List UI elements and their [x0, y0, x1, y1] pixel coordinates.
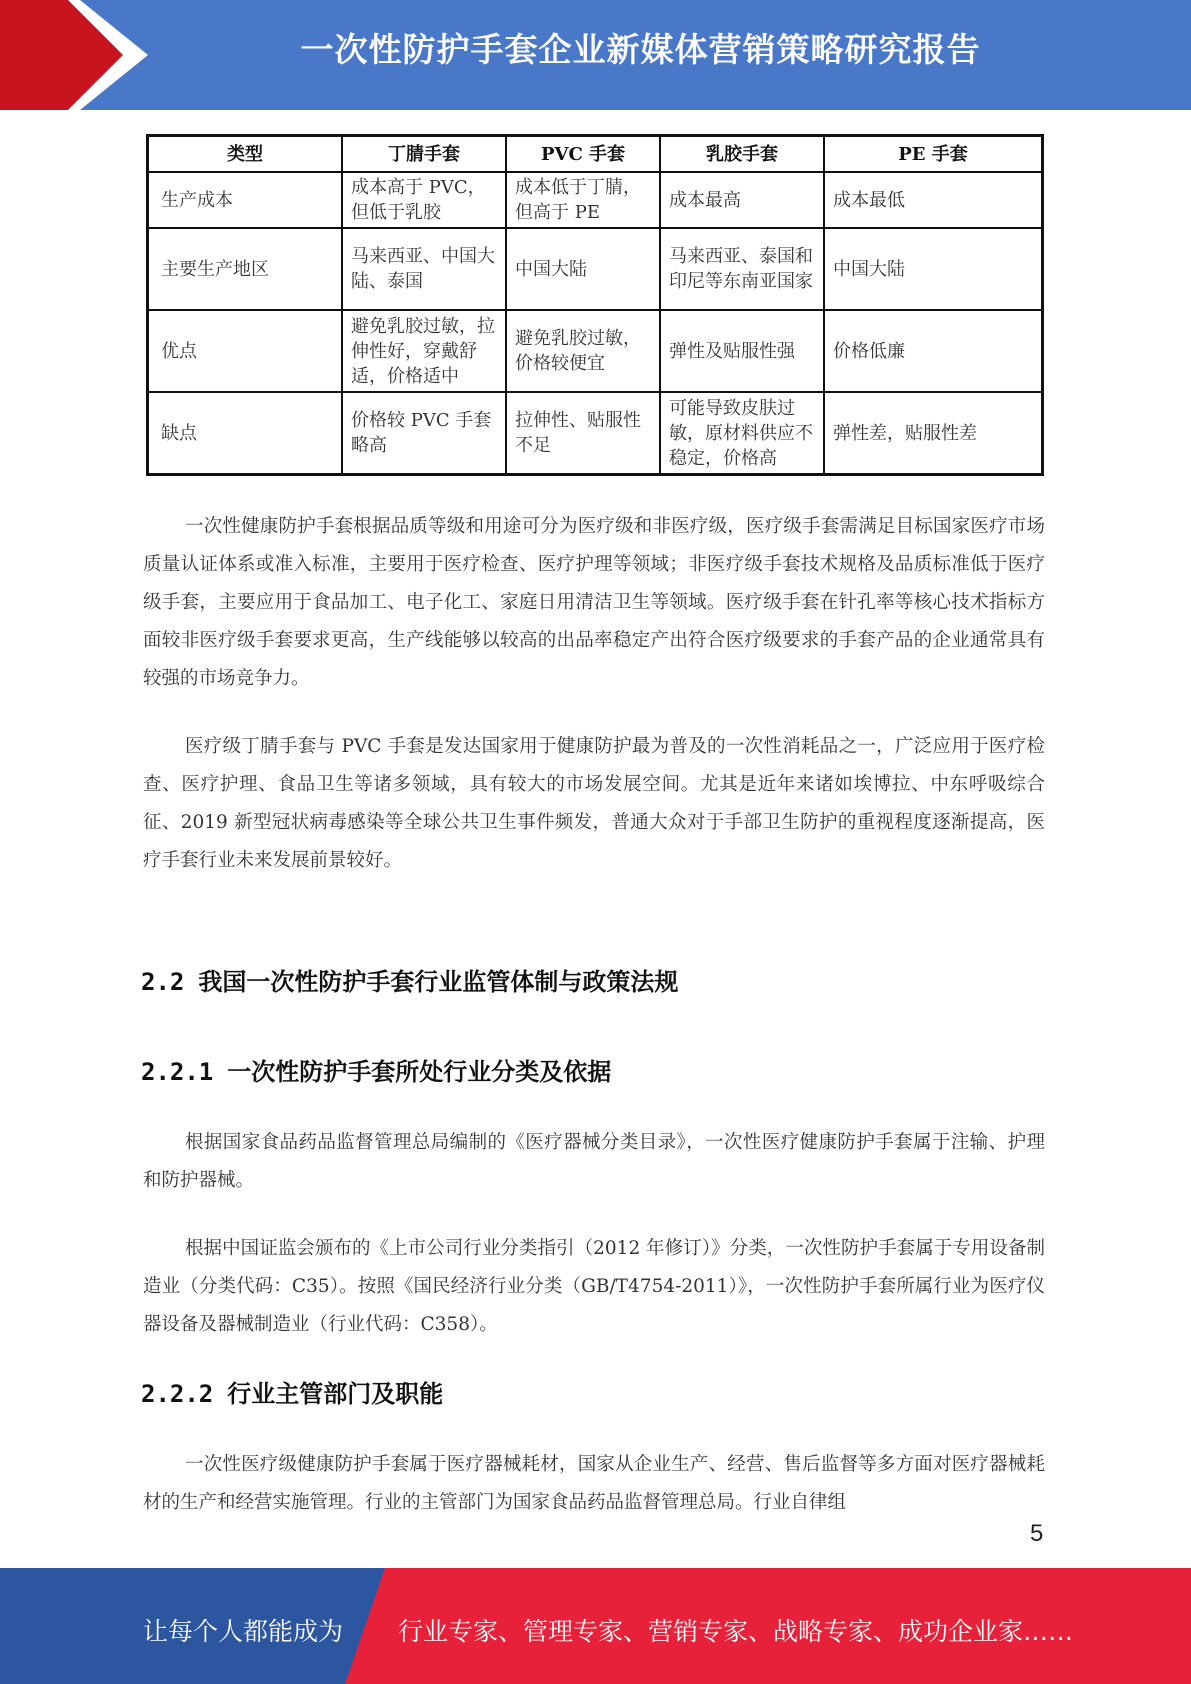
- table-row: [148, 228, 1043, 310]
- table-cell: 缺点: [148, 392, 343, 475]
- table-cell: 主要生产地区: [148, 228, 343, 310]
- header-band: [0, 0, 1191, 110]
- table-cell: 马来西亚、泰国和印尼等东南亚国家: [660, 228, 824, 310]
- table-cell: 马来西亚、中国大陆、泰国: [342, 228, 506, 310]
- body-paragraph: 医疗级丁腈手套与 PVC 手套是发达国家用于健康防护最为普及的一次性消耗品之一，广泛应用于医疗检查、医疗护理、食品卫生等诸多领域，具有较大的市场发展空间。尤其是近年来诸如埃博拉、中东呼吸综合征、2019 新型冠状病毒感染等全球公共卫生事件频发，普通大众对于手部卫生防护的重视程度逐渐提高，医疗手套行业未来发展前景较好。: [143, 736, 1045, 871]
- section-number: 2.2: [141, 968, 185, 996]
- table-header-row: [148, 136, 1043, 173]
- subsection-heading: [141, 1374, 443, 1409]
- table-cell: 成本低于丁腈，但高于 PE: [506, 172, 660, 228]
- section-number: 2.2.2: [141, 1380, 214, 1408]
- table-cell: 成本最低: [824, 172, 1043, 228]
- body-paragraph: 一次性医疗级健康防护手套属于医疗器械耗材，国家从企业生产、经营、售后监督等多方面对医疗器械耗材的生产和经营实施管理。行业的主管部门为国家食品药品监督管理总局。行业自律组: [143, 1454, 1045, 1513]
- table-cell: 避免乳胶过敏，拉伸性好，穿戴舒适，价格适中: [342, 310, 506, 392]
- subsection-heading: [141, 1052, 611, 1087]
- table-cell: 价格低廉: [824, 310, 1043, 392]
- section-title: 一次性防护手套所处行业分类及依据: [227, 1058, 612, 1086]
- glove-comparison-table: [146, 134, 1044, 476]
- page-number: 5: [1030, 1520, 1044, 1547]
- table-cell: 中国大陆: [824, 228, 1043, 310]
- table-cell: 价格较 PVC 手套略高: [342, 392, 506, 475]
- body-paragraph: 一次性健康防护手套根据品质等级和用途可分为医疗级和非医疗级，医疗级手套需满足目标国家医疗市场质量认证体系或准入标准，主要用于医疗检查、医疗护理等领域；非医疗级手套技术规格及品质标准低于医疗级手套，主要应用于食品加工、电子化工、家庭日用清洁卫生等领域。医疗级手套在针孔率等核心技术指标方面较非医疗级手套要求更高，生产线能够以较高的出品率稳定产出符合医疗级要求的手套产品的企业通常具有较强的市场竞争力。: [143, 516, 1045, 689]
- table-cell: 成本最高: [660, 172, 824, 228]
- table-cell: 优点: [148, 310, 343, 392]
- table-header-cell: PVC 手套: [506, 136, 660, 173]
- table-cell: 弹性及贴服性强: [660, 310, 824, 392]
- table-header-cell: 乳胶手套: [660, 136, 824, 173]
- section-number: 2.2.1: [141, 1058, 214, 1086]
- table-cell: 可能导致皮肤过敏，原材料供应不稳定，价格高: [660, 392, 824, 475]
- table-header-cell: 类型: [148, 136, 343, 173]
- table-cell: 成本高于 PVC，但低于乳胶: [342, 172, 506, 228]
- section-title: 行业主管部门及职能: [227, 1380, 444, 1408]
- table-cell: 拉伸性、贴服性不足: [506, 392, 660, 475]
- table-cell: 弹性差，贴服性差: [824, 392, 1043, 475]
- header-arrow-icon: [0, 0, 160, 110]
- table-cell: 中国大陆: [506, 228, 660, 310]
- footer-band: [0, 1568, 1191, 1684]
- report-title: 一次性防护手套企业新媒体营销策略研究报告: [300, 30, 981, 69]
- table-row: [148, 392, 1043, 475]
- table-header-cell: 丁腈手套: [342, 136, 506, 173]
- table-cell: 避免乳胶过敏，价格较便宜: [506, 310, 660, 392]
- body-paragraph: 根据中国证监会颁布的《上市公司行业分类指引（2012 年修订）》分类，一次性防护手套属于专用设备制造业（分类代码：C35）。按照《国民经济行业分类（GB/T4754-2011）》，一次性防护手套所属行业为医疗仪器设备及器械制造业（行业代码：C358）。: [143, 1238, 1045, 1335]
- footer-slogan-left: 让每个人都能成为: [143, 1617, 344, 1646]
- table-header-cell: PE 手套: [824, 136, 1043, 173]
- table-row: [148, 310, 1043, 392]
- table-row: [148, 172, 1043, 228]
- section-heading: [141, 962, 678, 997]
- table-cell: 生产成本: [148, 172, 343, 228]
- section-title: 我国一次性防护手套行业监管体制与政策法规: [198, 968, 679, 996]
- footer-slogan-right: 行业专家、管理专家、营销专家、战略专家、成功企业家……: [398, 1617, 1074, 1646]
- body-paragraph: 根据国家食品药品监督管理总局编制的《医疗器械分类目录》，一次性医疗健康防护手套属于注输、护理和防护器械。: [143, 1132, 1045, 1191]
